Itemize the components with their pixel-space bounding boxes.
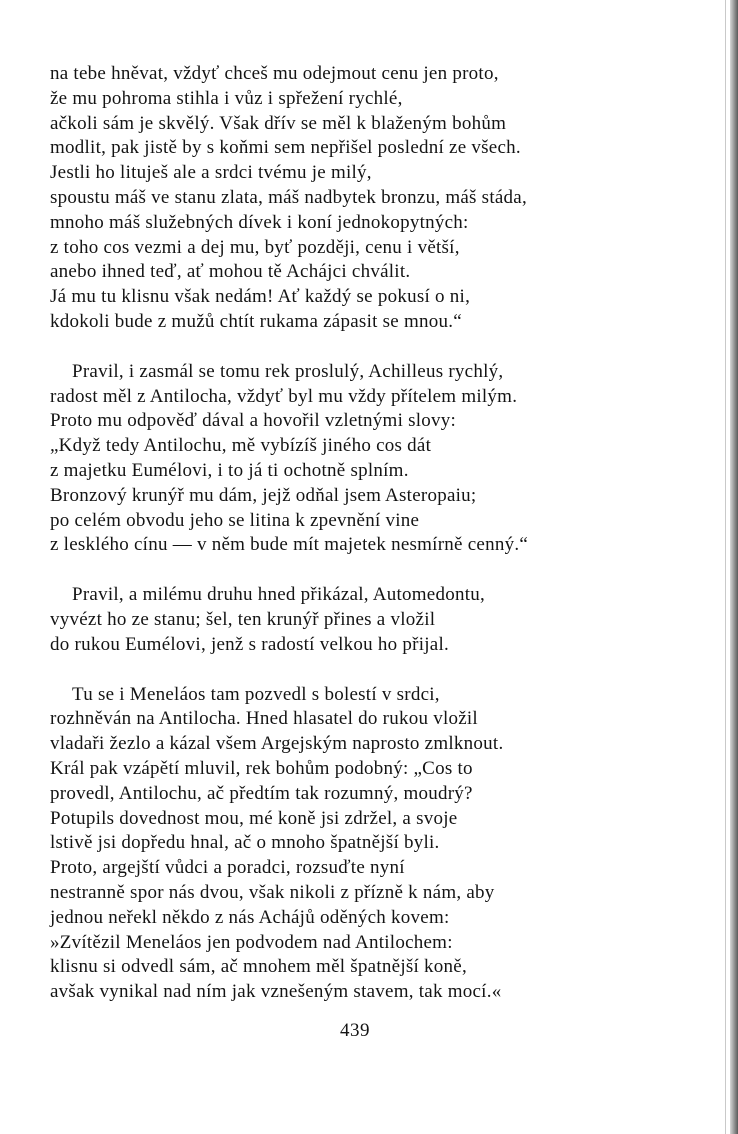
text-line: na tebe hněvat, vždyť chceš mu odejmout cenu jen proto,	[50, 63, 499, 84]
text-line: do rukou Eumélovi, jenž s radostí velkou ho přijal.	[50, 633, 450, 655]
page-number: 439	[340, 1020, 370, 1041]
text-line: avšak vynikal nad ním jak vznešeným stavem, tak mocí.«	[50, 981, 502, 1003]
text-line: „Když tedy Antilochu, mě vybízíš jiného cos dát	[50, 435, 432, 457]
text-line: ačkoli sám je skvělý. Však dřív se měl k blaženým bohům	[50, 112, 507, 134]
text-line: klisnu si odvedl sám, ač mnohem měl špatnější koně,	[50, 956, 467, 978]
text-line: jednou neřekl někdo z nás Achájů oděných kovem:	[50, 906, 450, 928]
text-line: lstivě jsi dopředu hnal, ač o mnoho špatnější byli.	[50, 832, 440, 854]
text-line: Pravil, i zasmál se tomu rek proslulý, Achilleus rychlý,	[72, 360, 504, 382]
text-line: Tu se i Meneláos tam pozvedl s bolestí v srdci,	[72, 683, 440, 705]
text-line: spoustu máš ve stanu zlata, máš nadbytek bronzu, máš stáda,	[50, 186, 527, 208]
page-edge-line	[725, 0, 726, 1134]
text-line: vyvézt ho ze stanu; šel, ten krunýř přines a vložil	[50, 608, 436, 630]
text-line: mnoho máš služebných dívek i koní jednokopytných:	[50, 211, 469, 233]
text-line: rozhněván na Antilocha. Hned hlasatel do rukou vložil	[50, 708, 478, 730]
text-line: Král pak vzápětí mluvil, rek bohům podobný: „Cos to	[50, 757, 473, 779]
paragraph-4	[50, 683, 650, 1005]
text-line: po celém obvodu jeho se litina k zpevnění vine	[50, 509, 420, 531]
text-line: Já mu tu klisnu však nedám! Ať každý se pokusí o ni,	[50, 286, 471, 308]
text-line: Pravil, a milému druhu hned přikázal, Automedontu,	[72, 584, 486, 606]
text-line: z toho cos vezmi a dej mu, byť později, cenu i větší,	[50, 236, 460, 258]
page-edge-shadow	[730, 0, 738, 1134]
text-line: nestranně spor nás dvou, však nikoli z přízně k nám, aby	[50, 881, 495, 903]
text-line: Proto mu odpověď dával a hovořil vzletnými slovy:	[50, 410, 457, 432]
text-line: Potupils dovednost mou, mé koně jsi zdržel, a svoje	[50, 807, 458, 829]
text-line: provedl, Antilochu, ač předtím tak rozumný, moudrý?	[50, 782, 473, 804]
paragraph-3	[50, 583, 650, 657]
text-line: anebo ihned teď, ať mohou tě Achájci chválit.	[50, 261, 411, 283]
text-line: vladaři žezlo a kázal všem Argejským naprosto zmlknout.	[50, 733, 504, 755]
text-line: modlit, pak jistě by s koňmi sem nepřišel poslední ze všech.	[50, 137, 521, 159]
text-line: z lesklého cínu — v něm bude mít majetek nesmírně cenný.“	[50, 534, 529, 556]
text-line: že mu pohroma stihla i vůz i spřežení rychlé,	[50, 87, 403, 109]
text-line: Proto, argejští vůdci a poradci, rozsuďte nyní	[50, 857, 405, 879]
paragraph-1	[50, 62, 650, 335]
text-line: z majetku Eumélovi, i to já ti ochotně splním.	[50, 459, 409, 481]
text-line: Jestli ho lituješ ale a srdci tvému je milý,	[50, 162, 372, 184]
text-line: radost měl z Antilocha, vždyť byl mu vždy přítelem milým.	[50, 385, 518, 407]
text-line: »Zvítězil Meneláos jen podvodem nad Antilochem:	[50, 931, 453, 953]
poem-text	[50, 62, 650, 1005]
text-line: kdokoli bude z mužů chtít rukama zápasit se mnou.“	[50, 310, 462, 332]
text-line: Bronzový krunýř mu dám, jejž odňal jsem Asteropaiu;	[50, 484, 477, 506]
paragraph-2	[50, 360, 650, 558]
